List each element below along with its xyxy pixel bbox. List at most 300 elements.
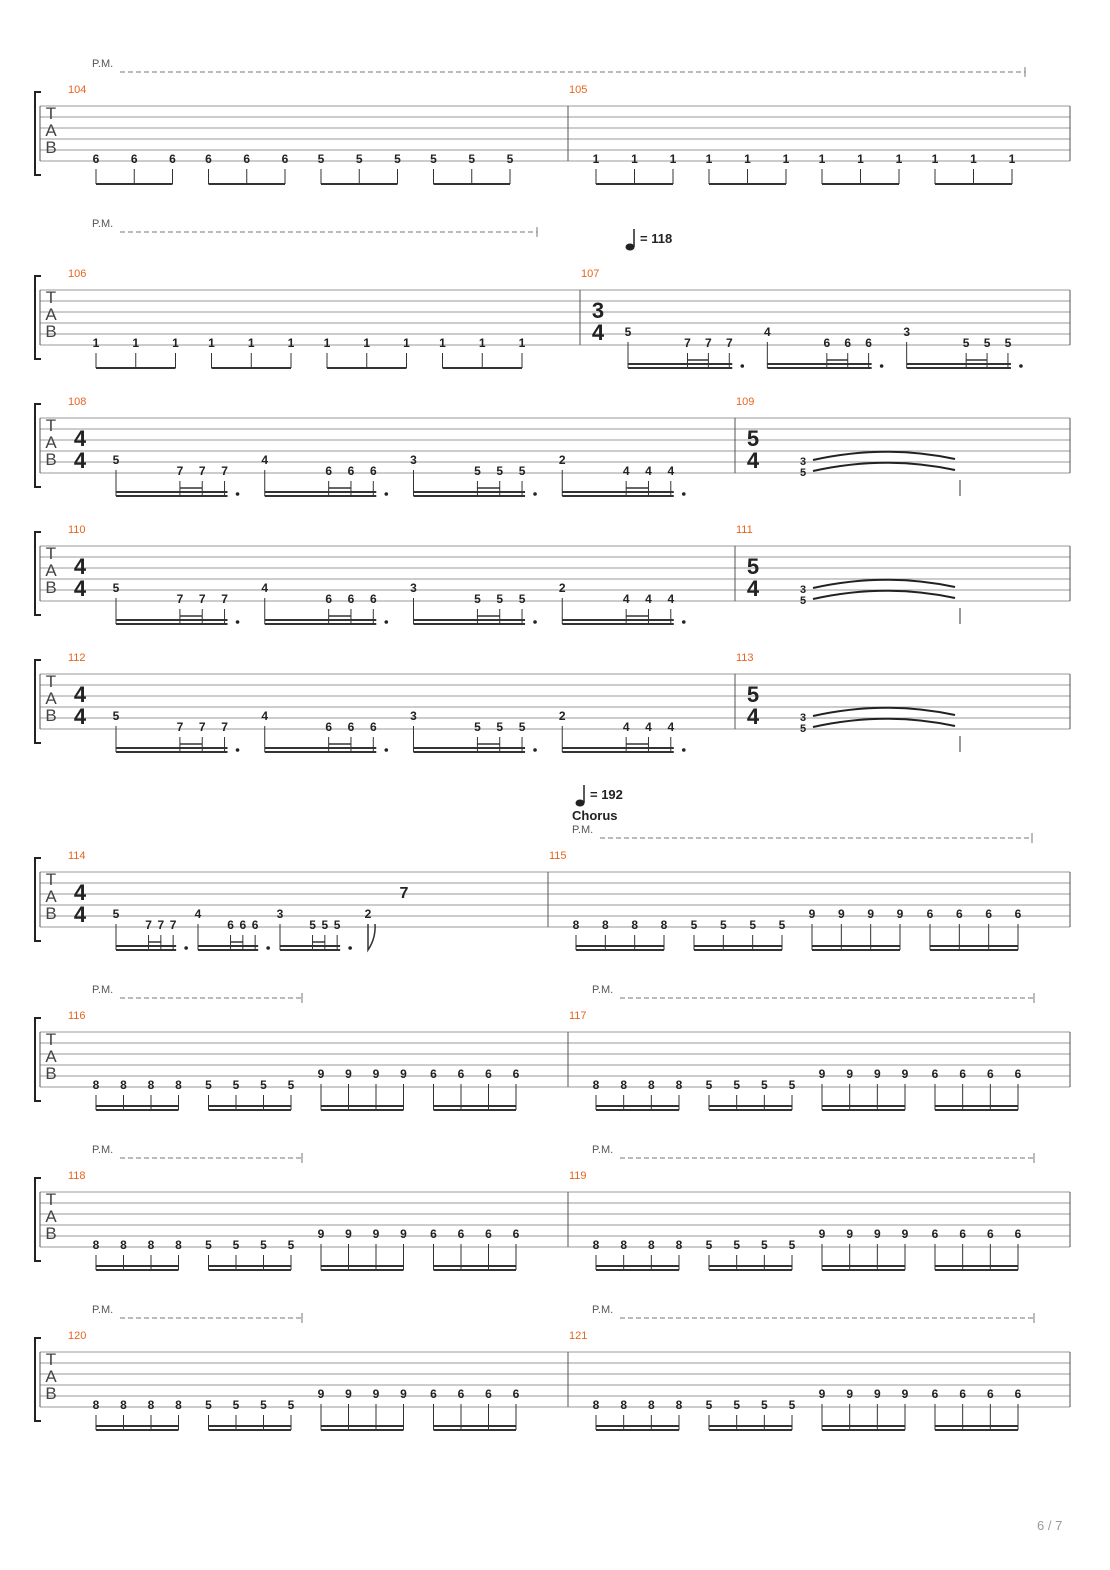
fret-number: 9 xyxy=(372,1067,380,1081)
fret-number: 9 xyxy=(345,1067,352,1081)
tab-clef-letter: T xyxy=(45,104,57,123)
fret-number: 1 xyxy=(439,336,446,350)
page-number: 6 / 7 xyxy=(1037,1518,1063,1533)
fret-number: 5 xyxy=(733,1078,741,1092)
fret-number: 6 xyxy=(865,336,872,350)
fret-number: 4 xyxy=(261,709,269,723)
measure-number: 111 xyxy=(736,524,753,536)
fret-number: 1 xyxy=(669,152,677,166)
dot xyxy=(740,364,744,368)
fret-number: 1 xyxy=(403,336,410,350)
dot xyxy=(384,620,388,624)
fret-number: 5 xyxy=(705,1078,713,1092)
fret-number: 3 xyxy=(410,709,417,723)
tab-clef-letter: A xyxy=(45,689,57,708)
fret-number: 6 xyxy=(347,464,355,478)
tab-clef-letter: T xyxy=(45,416,57,435)
fret-number: 1 xyxy=(895,152,903,166)
fret-number: 9 xyxy=(345,1387,352,1401)
fret-number: 5 xyxy=(317,152,325,166)
fret-number: 1 xyxy=(363,336,371,350)
fret-number: 6 xyxy=(986,1387,994,1401)
fret-number: 8 xyxy=(147,1398,155,1412)
dot xyxy=(880,364,884,368)
fret-number: 2 xyxy=(364,907,372,921)
measure-number: 121 xyxy=(569,1330,588,1342)
fret-number: 8 xyxy=(647,1238,655,1252)
fret-number: 9 xyxy=(873,1227,881,1241)
fret-number: 5 xyxy=(321,918,329,932)
fret-number: 6 xyxy=(92,152,100,166)
tab-clef-letter: T xyxy=(45,672,57,691)
fret-number: 7 xyxy=(176,464,184,478)
fret-number: 9 xyxy=(317,1227,325,1241)
fret-number: 5 xyxy=(624,325,632,339)
fret-number: 1 xyxy=(970,152,977,166)
fret-number: 5 xyxy=(260,1238,267,1252)
fret-number: 1 xyxy=(592,152,600,166)
dot xyxy=(533,492,537,496)
fret-number: 1 xyxy=(818,152,826,166)
fret-number: 5 xyxy=(232,1398,240,1412)
fret-number: 6 xyxy=(130,152,138,166)
fret-number: 5 xyxy=(788,1078,796,1092)
fret-number: 6 xyxy=(512,1067,520,1081)
fret-number: 8 xyxy=(675,1078,683,1092)
fret-number: 1 xyxy=(323,336,331,350)
fret-number: 6 xyxy=(931,1387,939,1401)
fret-number: 5 xyxy=(287,1078,295,1092)
fret-number: 9 xyxy=(345,1227,352,1241)
fret-number: 3 xyxy=(276,907,284,921)
fret-number: 6 xyxy=(251,918,259,932)
fret-number: 5 xyxy=(799,467,807,479)
fret-number: 6 xyxy=(239,918,247,932)
fret-number: 1 xyxy=(518,336,526,350)
fret-number: 7 xyxy=(725,336,733,350)
fret-number: 7 xyxy=(145,918,152,932)
fret-number: 3 xyxy=(799,456,807,468)
palm-mute-label: P.M. xyxy=(592,1304,614,1316)
fret-number: 5 xyxy=(205,1398,212,1412)
fret-number: 8 xyxy=(147,1078,155,1092)
fret-number: 5 xyxy=(260,1078,267,1092)
fret-number: 5 xyxy=(474,720,481,734)
fret-number: 9 xyxy=(818,1227,826,1241)
fret-number: 1 xyxy=(744,152,751,166)
fret-number: 8 xyxy=(175,1398,182,1412)
measure-number: 110 xyxy=(68,524,86,536)
fret-number: 6 xyxy=(430,1387,437,1401)
fret-number: 6 xyxy=(844,336,852,350)
tempo-marking: = 192 xyxy=(590,787,623,802)
dot xyxy=(682,492,686,496)
fret-number: 9 xyxy=(400,1387,407,1401)
tab-clef-letter: A xyxy=(45,305,57,324)
fret-number: 7 xyxy=(684,336,691,350)
fret-number: 1 xyxy=(478,336,486,350)
dot xyxy=(348,946,352,950)
fret-number: 4 xyxy=(645,464,652,478)
measure-number: 119 xyxy=(569,1170,587,1182)
fret-number: 1 xyxy=(287,336,295,350)
fret-number: 6 xyxy=(430,1227,437,1241)
measure-number: 105 xyxy=(569,84,588,96)
tab-clef-letter: T xyxy=(45,870,57,889)
fret-number: 6 xyxy=(1014,907,1022,921)
palm-mute-label: P.M. xyxy=(592,1144,614,1156)
fret-number: 9 xyxy=(896,907,904,921)
fret-number: 1 xyxy=(92,336,100,350)
fret-number: 4 xyxy=(645,720,652,734)
fret-number: 6 xyxy=(485,1227,492,1241)
fret-number: 9 xyxy=(873,1387,881,1401)
fret-number: 7 xyxy=(705,336,712,350)
fret-number: 5 xyxy=(112,907,120,921)
time-signature-top: 4 xyxy=(73,426,87,451)
dot xyxy=(236,620,240,624)
fret-number: 5 xyxy=(232,1078,240,1092)
time-signature-bottom: 4 xyxy=(746,704,760,729)
palm-mute-label: P.M. xyxy=(92,218,114,230)
tempo-marking: = 118 xyxy=(640,231,673,246)
tab-clef-letter: T xyxy=(45,544,57,563)
fret-number: 7 xyxy=(198,720,206,734)
tab-clef-letter: B xyxy=(45,138,57,157)
fret-number: 5 xyxy=(496,720,504,734)
fret-number: 8 xyxy=(620,1238,628,1252)
fret-number: 6 xyxy=(243,152,251,166)
fret-number: 9 xyxy=(837,907,845,921)
fret-number: 8 xyxy=(601,918,609,932)
fret-number: 5 xyxy=(733,1398,741,1412)
tab-clef-letter: A xyxy=(45,887,57,906)
dot xyxy=(682,748,686,752)
fret-number: 9 xyxy=(400,1227,407,1241)
tab-clef-letter: T xyxy=(45,1030,57,1049)
fret-number: 7 xyxy=(198,464,206,478)
fret-number: 5 xyxy=(799,595,807,607)
fret-number: 5 xyxy=(778,918,786,932)
fret-number: 8 xyxy=(92,1238,100,1252)
fret-number: 4 xyxy=(261,453,269,467)
fret-number: 9 xyxy=(846,1227,854,1241)
fret-number: 4 xyxy=(622,720,630,734)
fret-number: 7 xyxy=(221,592,228,606)
fret-number: 5 xyxy=(232,1238,240,1252)
fret-number: 1 xyxy=(208,336,215,350)
tie xyxy=(813,580,955,588)
time-signature-top: 3 xyxy=(591,298,605,323)
tie xyxy=(813,463,955,471)
fret-number: 8 xyxy=(120,1238,127,1252)
fret-number: 6 xyxy=(512,1227,520,1241)
fret-number: 5 xyxy=(749,918,757,932)
tab-clef-letter: B xyxy=(45,1064,57,1083)
time-signature-top: 4 xyxy=(73,682,87,707)
tab-clef-letter: B xyxy=(45,904,57,923)
palm-mute-label: P.M. xyxy=(572,824,594,836)
fret-number: 6 xyxy=(325,464,333,478)
fret-number: 9 xyxy=(818,1387,826,1401)
fret-number: 6 xyxy=(986,1227,994,1241)
tab-clef-letter: A xyxy=(45,561,57,580)
time-signature-top: 4 xyxy=(73,880,87,905)
fret-number: 9 xyxy=(846,1067,854,1081)
fret-number: 5 xyxy=(468,152,476,166)
fret-number: 6 xyxy=(1014,1227,1022,1241)
fret-number: 9 xyxy=(372,1387,380,1401)
measure-number: 104 xyxy=(68,84,87,96)
eighth-flag xyxy=(368,924,375,950)
tab-clef-letter: A xyxy=(45,1047,57,1066)
fret-number: 2 xyxy=(558,709,566,723)
fret-number: 9 xyxy=(901,1067,909,1081)
fret-number: 3 xyxy=(799,584,807,596)
palm-mute-label: P.M. xyxy=(92,984,114,996)
fret-number: 5 xyxy=(1004,336,1012,350)
fret-number: 8 xyxy=(592,1078,600,1092)
fret-number: 8 xyxy=(647,1398,655,1412)
fret-number: 5 xyxy=(287,1238,295,1252)
fret-number: 4 xyxy=(622,464,630,478)
dot xyxy=(533,748,537,752)
fret-number: 5 xyxy=(799,723,807,735)
fret-number: 5 xyxy=(760,1078,768,1092)
fret-number: 1 xyxy=(1008,152,1016,166)
fret-number: 5 xyxy=(760,1398,768,1412)
dot xyxy=(533,620,537,624)
measure-number: 114 xyxy=(68,850,86,862)
fret-number: 5 xyxy=(430,152,437,166)
fret-number: 1 xyxy=(132,336,140,350)
tab-clef-letter: A xyxy=(45,1207,57,1226)
measure-number: 112 xyxy=(68,652,86,664)
fret-number: 6 xyxy=(1014,1387,1022,1401)
tie xyxy=(813,591,955,599)
tab-clef-letter: A xyxy=(45,1367,57,1386)
fret-number: 6 xyxy=(281,152,289,166)
fret-number: 8 xyxy=(675,1398,683,1412)
fret-number: 8 xyxy=(175,1238,182,1252)
fret-number: 9 xyxy=(818,1067,826,1081)
fret-number: 8 xyxy=(660,918,668,932)
fret-number: 6 xyxy=(369,464,377,478)
fret-number: 1 xyxy=(705,152,713,166)
fret-number: 5 xyxy=(733,1238,741,1252)
fret-number: 7 xyxy=(198,592,206,606)
fret-number: 9 xyxy=(867,907,875,921)
fret-number: 3 xyxy=(799,712,807,724)
time-signature-top: 5 xyxy=(746,554,760,579)
palm-mute-label: P.M. xyxy=(92,58,114,70)
fret-number: 5 xyxy=(496,464,504,478)
fret-number: 5 xyxy=(788,1238,796,1252)
time-signature-top: 5 xyxy=(746,682,760,707)
fret-number: 4 xyxy=(622,592,630,606)
fret-number: 7 xyxy=(176,592,184,606)
fret-number: 6 xyxy=(1014,1067,1022,1081)
fret-number: 8 xyxy=(147,1238,155,1252)
eighth-rest: 7 xyxy=(399,885,409,902)
fret-number: 9 xyxy=(901,1387,909,1401)
fret-number: 6 xyxy=(931,1227,939,1241)
fret-number: 6 xyxy=(485,1067,492,1081)
fret-number: 8 xyxy=(592,1398,600,1412)
tie xyxy=(813,708,955,716)
fret-number: 8 xyxy=(120,1398,127,1412)
fret-number: 5 xyxy=(112,453,120,467)
fret-number: 3 xyxy=(410,453,417,467)
fret-number: 9 xyxy=(846,1387,854,1401)
measure-number: 106 xyxy=(68,268,87,280)
fret-number: 9 xyxy=(873,1067,881,1081)
fret-number: 7 xyxy=(221,464,228,478)
time-signature-bottom: 4 xyxy=(591,320,605,345)
fret-number: 5 xyxy=(309,918,316,932)
fret-number: 5 xyxy=(394,152,401,166)
dot xyxy=(384,748,388,752)
fret-number: 6 xyxy=(985,907,993,921)
fret-number: 5 xyxy=(788,1398,796,1412)
time-signature-bottom: 4 xyxy=(73,576,87,601)
fret-number: 9 xyxy=(901,1227,909,1241)
fret-number: 6 xyxy=(369,592,377,606)
dot xyxy=(682,620,686,624)
fret-number: 6 xyxy=(512,1387,520,1401)
tab-clef-letter: A xyxy=(45,433,57,452)
fret-number: 5 xyxy=(506,152,514,166)
fret-number: 6 xyxy=(457,1067,465,1081)
fret-number: 4 xyxy=(667,464,675,478)
dot xyxy=(384,492,388,496)
fret-number: 1 xyxy=(857,152,864,166)
time-signature-bottom: 4 xyxy=(73,448,87,473)
tab-clef-letter: T xyxy=(45,1350,57,1369)
tab-clef-letter: B xyxy=(45,578,57,597)
fret-number: 5 xyxy=(705,1238,713,1252)
dot xyxy=(266,946,270,950)
fret-number: 2 xyxy=(558,453,566,467)
fret-number: 8 xyxy=(631,918,639,932)
fret-number: 9 xyxy=(400,1067,407,1081)
fret-number: 9 xyxy=(808,907,816,921)
fret-number: 6 xyxy=(959,1067,967,1081)
fret-number: 5 xyxy=(333,918,341,932)
fret-number: 9 xyxy=(317,1387,325,1401)
fret-number: 5 xyxy=(112,709,120,723)
fret-number: 6 xyxy=(926,907,934,921)
fret-number: 6 xyxy=(959,1227,967,1241)
dot xyxy=(236,748,240,752)
fret-number: 5 xyxy=(474,464,481,478)
fret-number: 2 xyxy=(558,581,566,595)
tab-clef-letter: B xyxy=(45,322,57,341)
tab-clef-letter: B xyxy=(45,1384,57,1403)
fret-number: 3 xyxy=(903,325,911,339)
fret-number: 8 xyxy=(175,1078,182,1092)
fret-number: 8 xyxy=(647,1078,655,1092)
time-signature-top: 4 xyxy=(73,554,87,579)
fret-number: 5 xyxy=(287,1398,295,1412)
fret-number: 5 xyxy=(205,1078,212,1092)
fret-number: 5 xyxy=(496,592,504,606)
fret-number: 4 xyxy=(645,592,652,606)
fret-number: 5 xyxy=(355,152,363,166)
fret-number: 1 xyxy=(931,152,939,166)
fret-number: 4 xyxy=(667,720,675,734)
fret-number: 6 xyxy=(325,720,333,734)
measure-number: 115 xyxy=(549,850,567,862)
fret-number: 8 xyxy=(620,1398,628,1412)
measure-number: 118 xyxy=(68,1170,86,1182)
fret-number: 6 xyxy=(169,152,176,166)
fret-number: 6 xyxy=(325,592,333,606)
fret-number: 5 xyxy=(719,918,727,932)
fret-number: 5 xyxy=(690,918,698,932)
tab-clef-letter: B xyxy=(45,1224,57,1243)
tie xyxy=(813,452,955,460)
fret-number: 6 xyxy=(227,918,234,932)
fret-number: 5 xyxy=(983,336,991,350)
fret-number: 8 xyxy=(572,918,580,932)
quarter-note-icon xyxy=(576,800,585,807)
fret-number: 4 xyxy=(763,325,771,339)
tab-clef-letter: T xyxy=(45,1190,57,1209)
measure-number: 109 xyxy=(736,396,755,408)
fret-number: 4 xyxy=(667,592,675,606)
measure-number: 113 xyxy=(736,652,754,664)
time-signature-bottom: 4 xyxy=(73,902,87,927)
fret-number: 6 xyxy=(485,1387,492,1401)
fret-number: 5 xyxy=(760,1238,768,1252)
fret-number: 8 xyxy=(120,1078,127,1092)
dot xyxy=(236,492,240,496)
fret-number: 8 xyxy=(92,1398,100,1412)
time-signature-top: 5 xyxy=(746,426,760,451)
tab-clef-letter: A xyxy=(45,121,57,140)
dot xyxy=(1019,364,1023,368)
fret-number: 1 xyxy=(631,152,638,166)
fret-number: 6 xyxy=(205,152,212,166)
fret-number: 4 xyxy=(194,907,202,921)
fret-number: 1 xyxy=(247,336,255,350)
fret-number: 5 xyxy=(518,464,526,478)
fret-number: 6 xyxy=(931,1067,939,1081)
measure-number: 107 xyxy=(581,268,600,280)
measure-number: 116 xyxy=(68,1010,86,1022)
quarter-note-icon xyxy=(626,244,635,251)
fret-number: 5 xyxy=(474,592,481,606)
fret-number: 9 xyxy=(317,1067,325,1081)
fret-number: 4 xyxy=(261,581,269,595)
fret-number: 7 xyxy=(176,720,184,734)
palm-mute-label: P.M. xyxy=(92,1144,114,1156)
fret-number: 8 xyxy=(92,1078,100,1092)
fret-number: 5 xyxy=(518,720,526,734)
time-signature-bottom: 4 xyxy=(746,576,760,601)
fret-number: 8 xyxy=(675,1238,683,1252)
fret-number: 9 xyxy=(372,1227,380,1241)
fret-number: 5 xyxy=(518,592,526,606)
tab-clef-letter: B xyxy=(45,450,57,469)
fret-number: 5 xyxy=(112,581,120,595)
tab-clef-letter: B xyxy=(45,706,57,725)
fret-number: 5 xyxy=(705,1398,713,1412)
fret-number: 5 xyxy=(205,1238,212,1252)
fret-number: 6 xyxy=(823,336,831,350)
measure-number: 108 xyxy=(68,396,87,408)
